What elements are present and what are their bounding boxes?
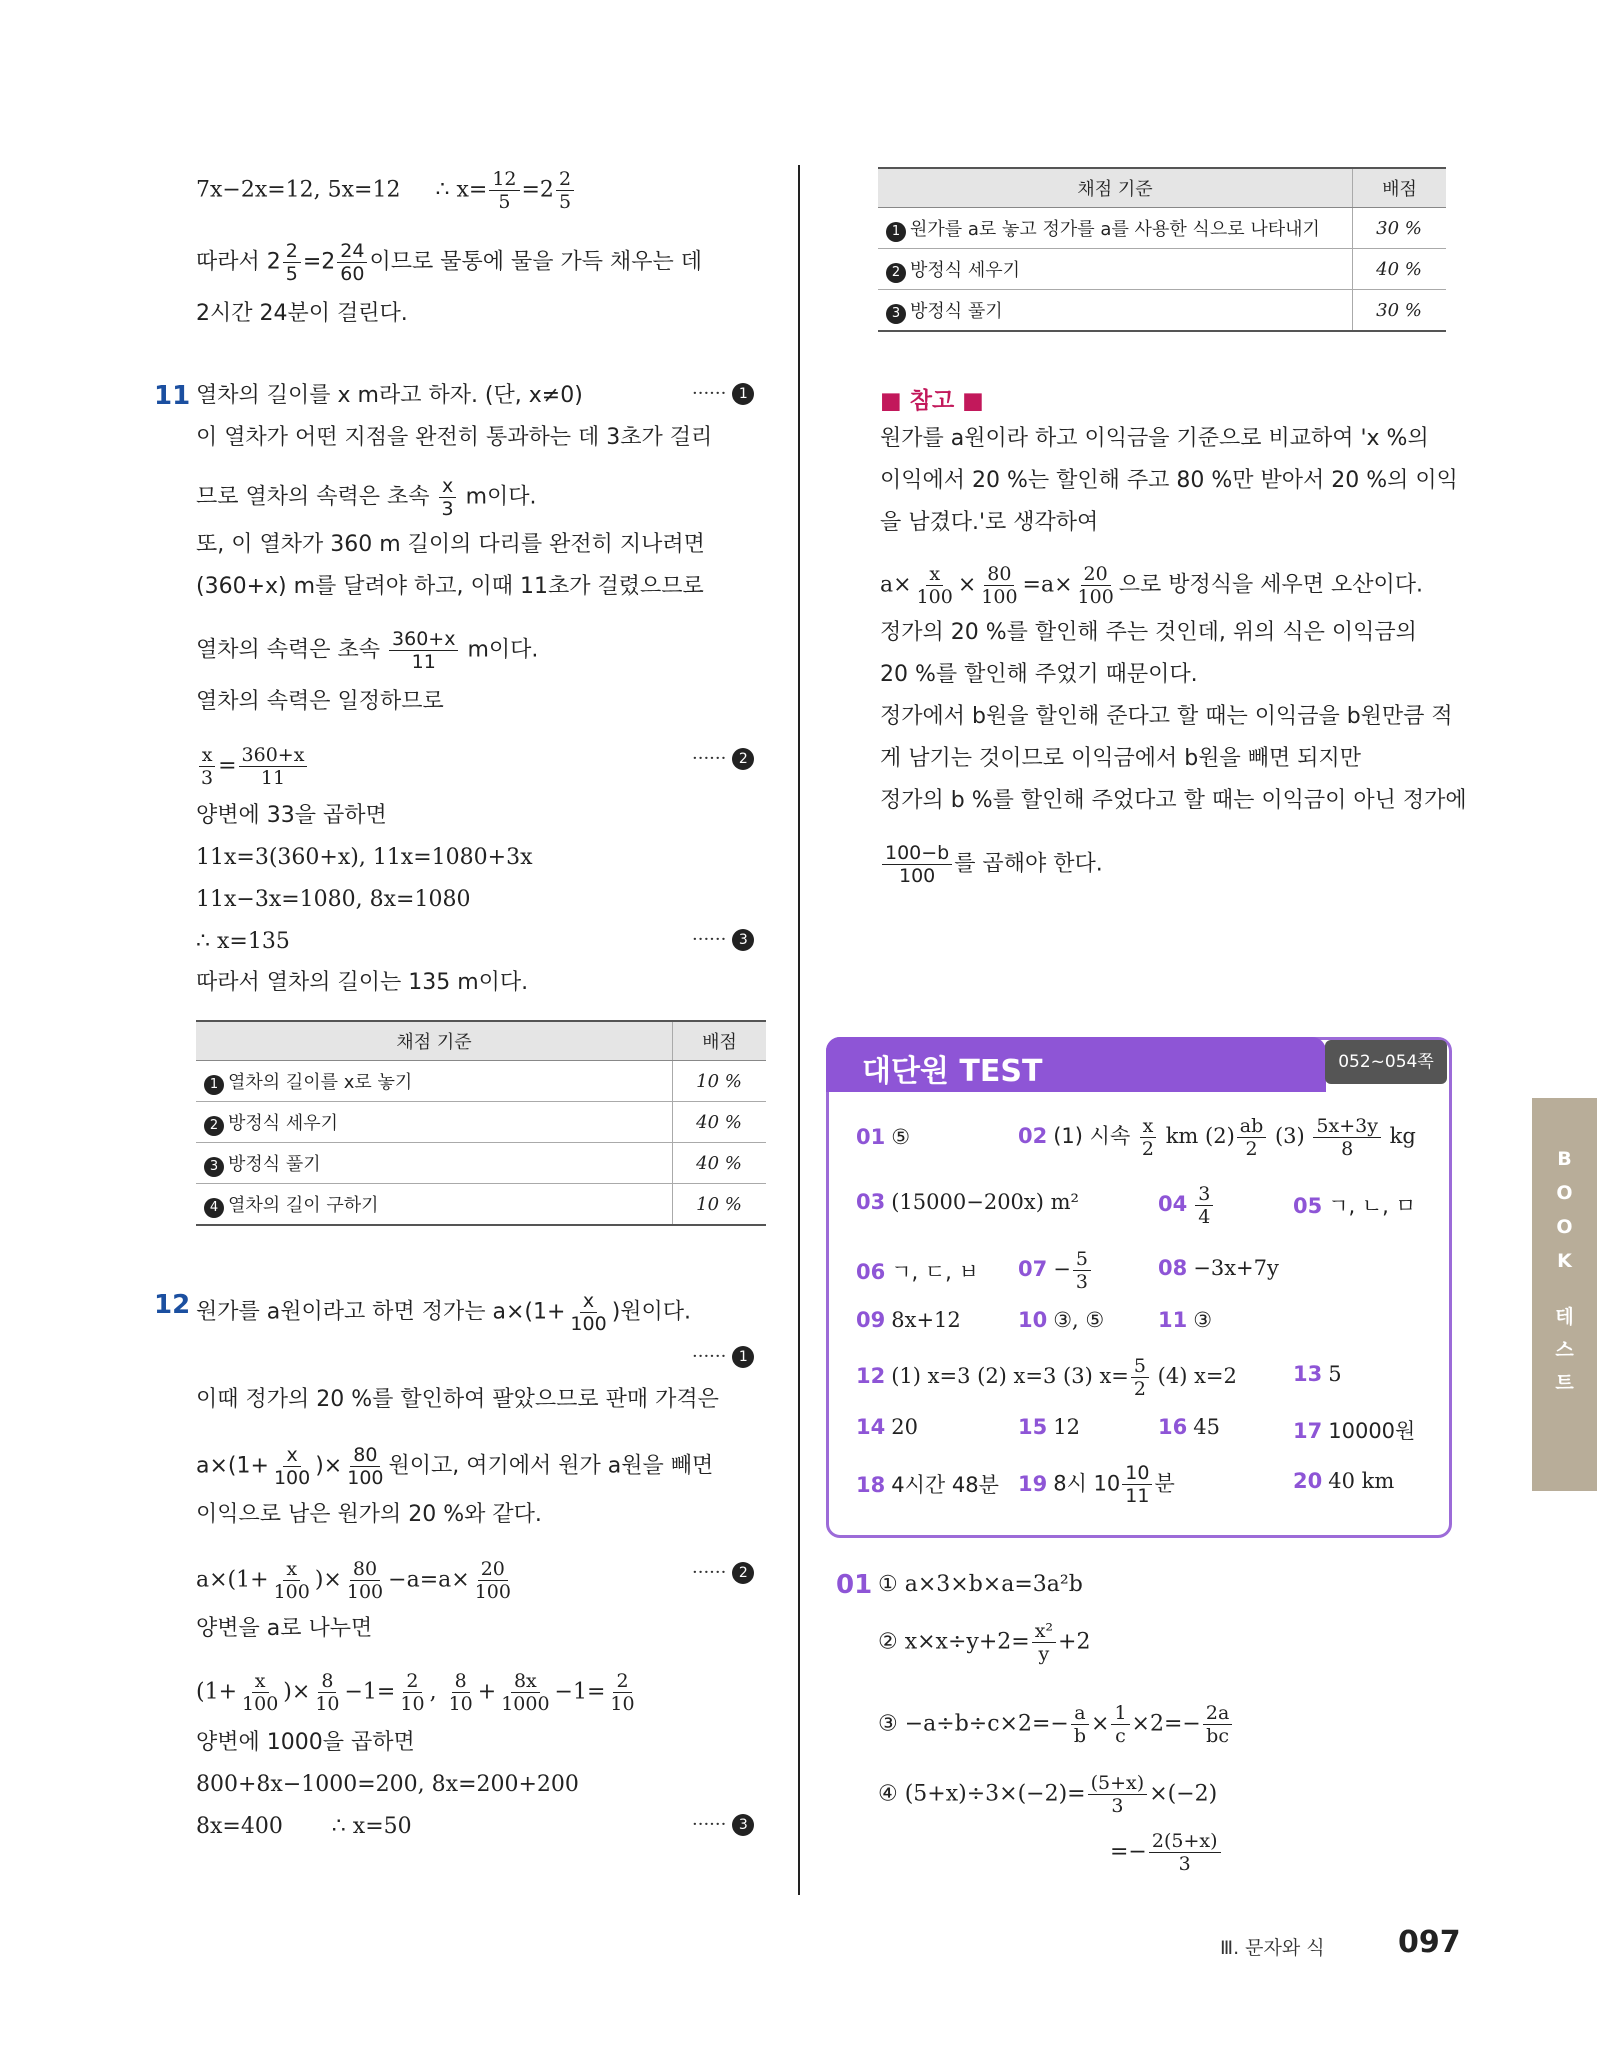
- note-line-6: 20 %를 할인해 주었기 때문이다.: [880, 662, 1198, 687]
- s01-line-2: ② x×x÷y+2= $\frac{\text{x²}}{y}$ +2: [878, 1620, 1091, 1665]
- note-title: ■ 참고 ■: [880, 388, 984, 414]
- p11-line-10: 11x=3(360+x), 11x=1080+3x: [196, 845, 533, 870]
- table-row: 1 열차의 길이를 x로 놓기 10 %: [196, 1061, 766, 1102]
- answer-20: 20 40 km: [1293, 1469, 1395, 1493]
- answer-08: 08 −3x+7y: [1158, 1256, 1279, 1280]
- answer-01: 01 ⑤: [856, 1125, 911, 1149]
- p12-line-10: 8x=400 ∴ x=50: [196, 1814, 412, 1839]
- p12-line-9: 800+8x−1000=200, 8x=200+200: [196, 1772, 579, 1797]
- p12-line-7: (1+ $\frac{x}{100}$ )× $\frac{8}{10}$ −1= $\frac{2}{10}$ , $\frac{8}{10}$ + $\frac{8x}{1000}$ −1= $\frac{2}{10}$: [196, 1670, 635, 1715]
- p12-line-4: 이익으로 남은 원가의 20 %와 같다.: [196, 1502, 542, 1527]
- answer-04: 04 $\frac{3}{4}$: [1158, 1183, 1215, 1228]
- p11-line-13: 따라서 열차의 길이는 135 m이다.: [196, 970, 529, 995]
- answer-09: 09 8x+12: [856, 1308, 961, 1332]
- footer-page-number: 097: [1398, 1925, 1461, 1960]
- test-page-range: 052~054쪽: [1325, 1040, 1447, 1084]
- answer-14: 14 20: [856, 1415, 918, 1439]
- problem-11-number: 11: [154, 381, 191, 411]
- p12-line-2: 이때 정가의 20 %를 할인하여 팔았으므로 판매 가격은: [196, 1387, 719, 1412]
- p11-table-header-score: 배점: [673, 1021, 767, 1061]
- table-row: 2 방정식 세우기 40 %: [196, 1102, 766, 1143]
- answer-12: 12 (1) x=3 (2) x=3 (3) x= $\frac{5}{2}$ (4) x=2: [856, 1355, 1237, 1400]
- p11-line-4: 또, 이 열차가 360 m 길이의 다리를 완전히 지나려면: [196, 532, 705, 557]
- p11-table-header-criteria: 채점 기준: [196, 1021, 673, 1061]
- note-line-4: a× $\frac{x}{100}$ × $\frac{80}{100}$ =a× $\frac{20}{100}$ 으로 방정식을 세우면 오산이다.: [880, 563, 1424, 608]
- p12-line-5: a×(1+ $\frac{x}{100}$ )× $\frac{80}{100}$ −a=a× $\frac{20}{100}$: [196, 1558, 511, 1603]
- note-line-10: $\frac{100-b}{100}$ 를 곱해야 한다.: [880, 842, 1103, 887]
- answer-15: 15 12: [1018, 1415, 1080, 1439]
- s01-line-4: ④ (5+x)÷3×(−2)= $\frac{(5+x)}{3}$ ×(−2): [878, 1772, 1218, 1817]
- answer-05: 05 ㄱ, ㄴ, ㅁ: [1293, 1194, 1416, 1218]
- p11-line-12: ∴ x=135: [196, 929, 290, 954]
- p11-line-3: 므로 열차의 속력은 초속 $\frac{x}{3}$ m이다.: [196, 475, 537, 520]
- intro-line-1: 7x−2x=12, 5x=12 ∴ x= $\frac{12}{5}$ =2 $\frac{2}{5}$: [196, 168, 576, 213]
- note-line-5: 정가의 20 %를 할인해 주는 것인데, 위의 식은 이익금의: [880, 620, 1417, 645]
- note-line-1: 원가를 a원이라 하고 이익금을 기준으로 비교하여 'x %의: [880, 426, 1429, 451]
- answer-02: 02 (1) 시속 $\frac{x}{2}$ km (2) $\frac{ab}{2}$ (3) $\frac{5x+3y}{8}$ kg: [1018, 1115, 1416, 1160]
- table-row: 3 방정식 풀기 40 %: [196, 1143, 766, 1184]
- answer-10: 10 ③, ⑤: [1018, 1308, 1105, 1332]
- s01-line-1: ① a×3×b×a=3a²b: [878, 1572, 1083, 1597]
- p11-step-2: ······ 2: [692, 748, 754, 770]
- intro-line-3: 2시간 24분이 걸린다.: [196, 301, 408, 326]
- test-title: 대단원 TEST: [862, 1054, 1043, 1089]
- table-row: 1 원가를 a로 놓고 정가를 a를 사용한 식으로 나타내기 30 %: [878, 208, 1446, 249]
- p12-grading-table: [878, 167, 1446, 332]
- p12-table-header-criteria: 채점 기준: [878, 168, 1353, 208]
- p12-step-2: ······ 2: [692, 1562, 754, 1584]
- p12-line-1: 원가를 a원이라고 하면 정가는 a×(1+ $\frac{x}{100}$ )원이다.: [196, 1290, 692, 1335]
- p11-line-5: (360+x) m를 달려야 하고, 이때 11초가 걸렸으므로: [196, 574, 704, 599]
- answer-13: 13 5: [1293, 1362, 1342, 1386]
- s01-line-5: =− $\frac{2(5+x)}{3}$: [1110, 1830, 1223, 1875]
- answer-18: 18 4시간 48분: [856, 1473, 999, 1497]
- p11-line-1: 열차의 길이를 x m라고 하자. (단, x≠0): [196, 383, 583, 408]
- side-tab-test-book: B O O K 테 스 트: [1532, 1098, 1597, 1491]
- note-line-9: 정가의 b %를 할인해 주었다고 할 때는 이익금이 아닌 정가에: [880, 788, 1467, 813]
- problem-12-number: 12: [154, 1290, 191, 1320]
- p11-line-8: $\frac{x}{3}$ = $\frac{360+x}{11}$: [196, 744, 309, 789]
- s01-line-3: ③ −a÷b÷c×2=− $\frac{a}{b}$ × $\frac{1}{c}$ ×2=− $\frac{2a}{bc}$: [878, 1702, 1234, 1747]
- footer-chapter: Ⅲ. 문자와 식: [1220, 1937, 1325, 1959]
- answer-03: 03 (15000−200x) m²: [856, 1190, 1079, 1214]
- p11-line-11: 11x−3x=1080, 8x=1080: [196, 887, 471, 912]
- p11-line-2: 이 열차가 어떤 지점을 완전히 통과하는 데 3초가 걸리: [196, 425, 713, 450]
- note-line-2: 이익에서 20 %는 할인해 주고 80 %만 받아서 20 %의 이익: [880, 468, 1458, 493]
- p12-line-8: 양변에 1000을 곱하면: [196, 1730, 415, 1755]
- table-row: 4 열차의 길이 구하기 10 %: [196, 1184, 766, 1226]
- table-row: 3 방정식 풀기 30 %: [878, 290, 1446, 332]
- p12-line-6: 양변을 a로 나누면: [196, 1616, 373, 1641]
- p11-step-1: ······ 1: [692, 383, 754, 405]
- note-line-3: 을 남겼다.'로 생각하여: [880, 510, 1099, 535]
- note-line-8: 게 남기는 것이므로 이익금에서 b원을 빼면 되지만: [880, 746, 1361, 771]
- table-row: 2 방정식 세우기 40 %: [878, 249, 1446, 290]
- answer-11: 11 ③: [1158, 1308, 1213, 1332]
- answer-16: 16 45: [1158, 1415, 1220, 1439]
- intro-line-2: 따라서 2 $\frac{2}{5}$ =2 $\frac{24}{60}$ 이므로 물통에 물을 가득 채우는 데: [196, 240, 702, 285]
- answer-07: 07 − $\frac{5}{3}$: [1018, 1248, 1093, 1293]
- p12-step-1: ······ 1: [692, 1346, 754, 1368]
- answer-17: 17 10000원: [1293, 1419, 1416, 1443]
- answer-19: 19 8시 10 $\frac{10}{11}$ 분: [1018, 1462, 1175, 1507]
- column-divider: [798, 165, 800, 1895]
- p11-grading-table: [196, 1020, 766, 1226]
- p12-table-header-score: 배점: [1353, 168, 1447, 208]
- p12-line-3: a×(1+ $\frac{x}{100}$ )× $\frac{80}{100}$ 원이고, 여기에서 원가 a원을 빼면: [196, 1444, 714, 1489]
- p11-line-6: 열차의 속력은 초속 $\frac{360+x}{11}$ m이다.: [196, 628, 539, 673]
- answer-06: 06 ㄱ, ㄷ, ㅂ: [856, 1260, 979, 1284]
- p12-step-3: ······ 3: [692, 1814, 754, 1836]
- p11-line-7: 열차의 속력은 일정하므로: [196, 689, 444, 714]
- p11-line-9: 양변에 33을 곱하면: [196, 803, 387, 828]
- note-line-7: 정가에서 b원을 할인해 준다고 할 때는 이익금을 b원만큼 적: [880, 704, 1453, 729]
- p11-step-3: ······ 3: [692, 929, 754, 951]
- solution-01-number: 01: [836, 1570, 873, 1600]
